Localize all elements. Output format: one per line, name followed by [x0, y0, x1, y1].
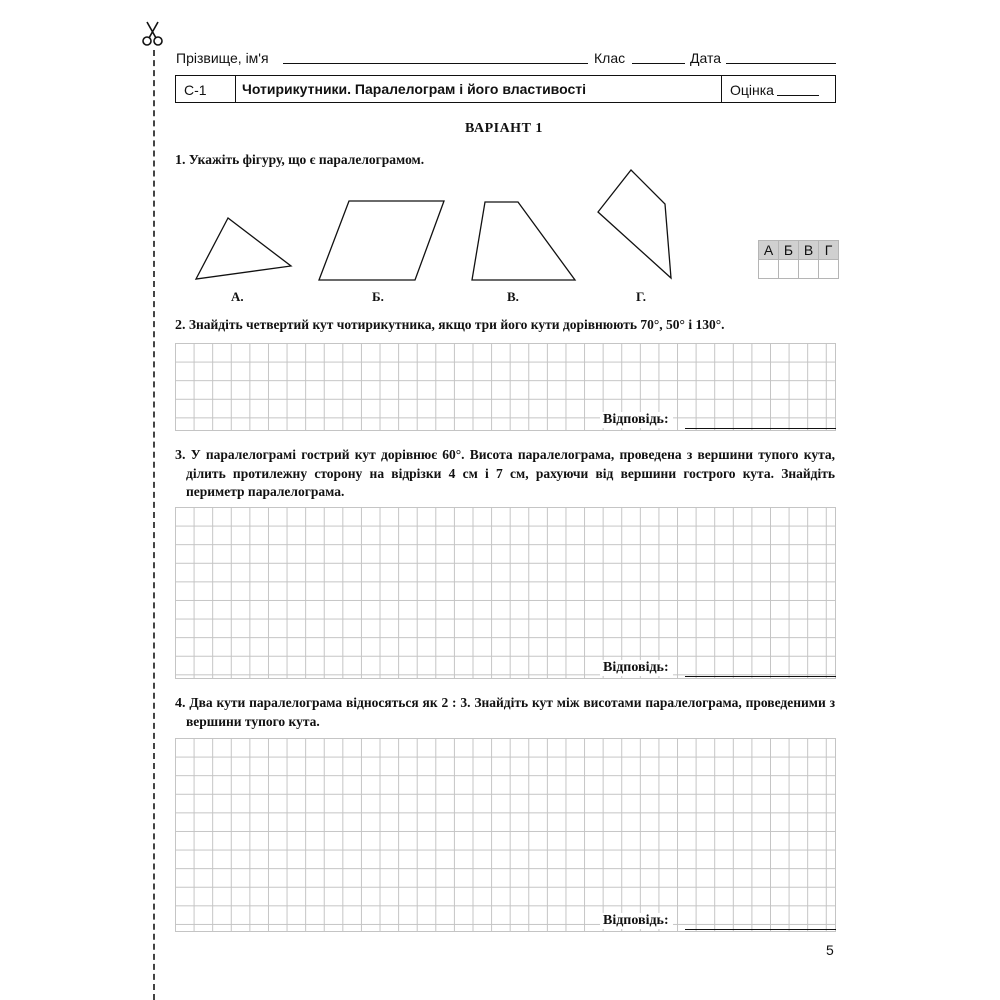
q1-figures	[0, 0, 1000, 300]
quadrilateral-figure	[598, 170, 671, 278]
page-number: 5	[826, 942, 834, 958]
date-label: Дата	[690, 50, 722, 66]
choice-letter-a: А	[759, 241, 779, 260]
question-2	[175, 316, 840, 335]
answer-label-q2: Відповідь:	[600, 412, 673, 428]
question-text: У паралелограмі гострий кут дорівнює 60°. Висота паралелограма, проведена з вершини тупого кута, ділить протилежну сторону на відрізки 4 см і 7 см, рахуючи від вершини гострого кута. Знайдіть периметр паралелограма.	[186, 447, 835, 499]
figure-label-v: В.	[507, 289, 519, 304]
answer-choice-table	[758, 240, 839, 279]
choice-cell-b[interactable]	[779, 260, 799, 279]
topic-title: Чотирикутники. Паралелограм і його властивості	[242, 81, 586, 97]
work-grid-q3[interactable]	[175, 507, 836, 679]
work-grid-q2[interactable]	[175, 343, 836, 431]
question-number: 2.	[175, 318, 186, 333]
answer-field-q3[interactable]	[685, 676, 836, 677]
answer-label-q4: Відповідь:	[600, 913, 673, 929]
name-label: Прізвище, ім'я	[176, 50, 269, 66]
question-number: 1.	[175, 153, 186, 168]
answer-field-q4[interactable]	[685, 929, 836, 930]
choice-cell-a[interactable]	[759, 260, 779, 279]
figure-label-b: Б.	[372, 289, 384, 304]
choice-cell-g[interactable]	[819, 260, 839, 279]
trapezoid-figure	[472, 202, 575, 280]
choice-letter-b: Б	[779, 241, 799, 260]
question-text: Два кути паралелограма відносяться як 2 : 3. Знайдіть кут між висотами паралелограма, проведеними з вершини тупого кута.	[186, 695, 835, 729]
question-text: Укажіть фігуру, що є паралелограмом.	[188, 152, 425, 167]
question-4	[175, 694, 835, 731]
work-code: С-1	[184, 82, 207, 98]
figure-label-g: Г.	[636, 289, 647, 304]
question-3	[175, 446, 835, 501]
choice-cell-v[interactable]	[799, 260, 819, 279]
variant-heading: ВАРІАНТ 1	[465, 121, 543, 136]
question-text: Знайдіть четвертий кут чотирикутника, якщо три його кути дорівнюють 70°, 50° і 130°.	[188, 317, 725, 332]
choice-letter-g: Г	[819, 241, 839, 260]
question-number: 4.	[175, 696, 186, 711]
parallelogram-figure	[319, 201, 444, 280]
class-label: Клас	[594, 50, 626, 66]
figure-label-a: А.	[231, 289, 244, 304]
answer-label-q3: Відповідь:	[600, 660, 673, 676]
work-grid-q4[interactable]	[175, 738, 836, 932]
grade-label: Оцінка	[730, 82, 774, 98]
answer-field-q2[interactable]	[685, 428, 836, 429]
question-number: 3.	[175, 448, 186, 463]
choice-letter-v: В	[799, 241, 819, 260]
triangle-figure	[196, 218, 291, 279]
